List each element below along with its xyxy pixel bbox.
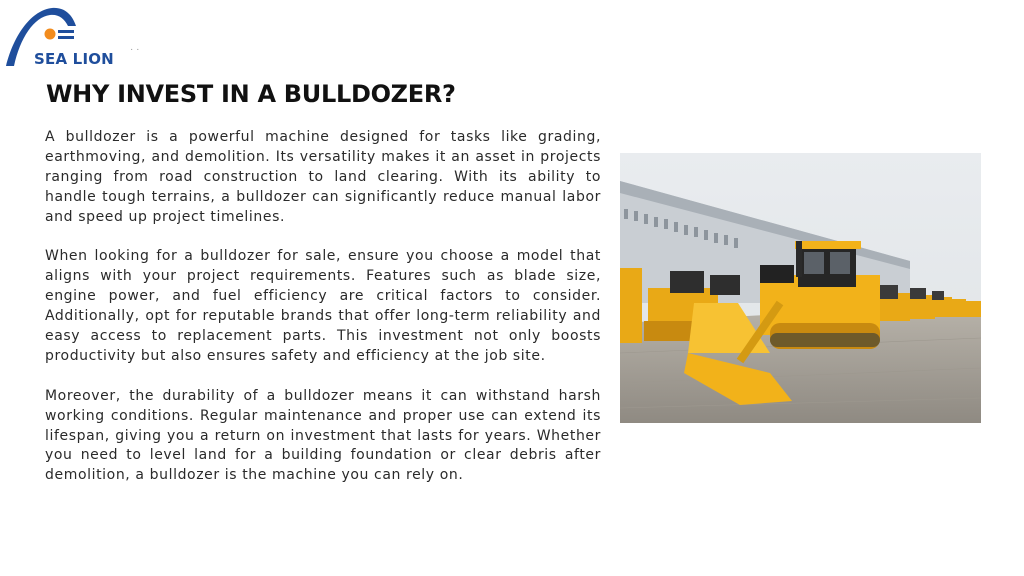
paragraph-3: Moreover, the durability of a bulldozer means it can withstand harsh working conditions. Regular maintenance and proper use can extend its lifespan, giving you a return on investment that lasts for years. Whether you need to level land for a building foundation or clear debris after demolition, a bulldozer is the machine you can rely on. (45, 387, 601, 484)
paragraph-2: When looking for a bulldozer for sale, ensure you choose a model that aligns with your project requirements. Features such as blade size, engine power, and fuel efficiency are critical factors to consider. Additionally, opt for reputable brands that offer long-term reliability and easy access to replacement parts. This investment not only boosts productivity but also ensures safety and efficiency at the job site. (45, 248, 601, 364)
logo-text: SEA LION (34, 50, 114, 68)
logo-dots: · · (130, 44, 140, 55)
sea-lion-logo (4, 4, 144, 68)
body-text (45, 128, 601, 506)
paragraph-1: A bulldozer is a powerful machine designed for tasks like grading, earthmoving, and demolition. Its versatility makes it an asset in projects ranging from road construction to land clearing. With its ability to handle tough terrains, a bulldozer can significantly reduce manual labor and speed up project timelines. (45, 129, 601, 225)
page-title: WHY INVEST IN A BULLDOZER? (46, 80, 456, 108)
bulldozer-photo (620, 153, 981, 423)
